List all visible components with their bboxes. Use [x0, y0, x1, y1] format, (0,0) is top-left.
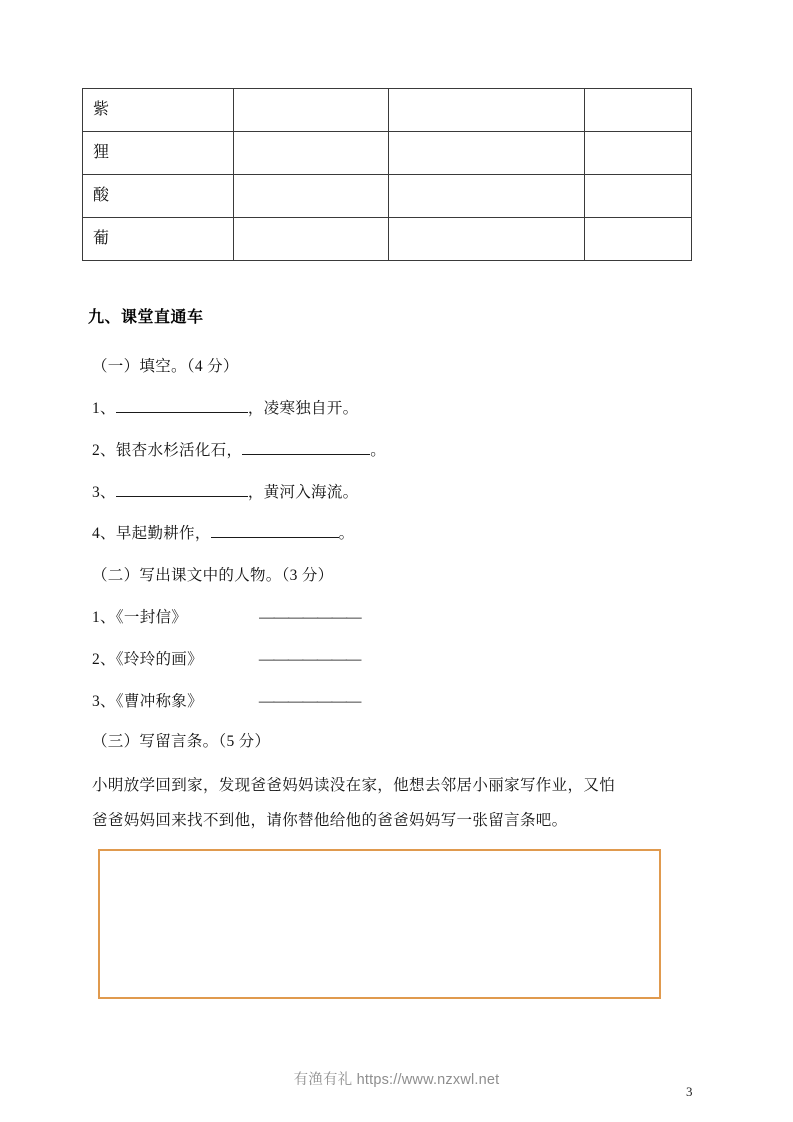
- part-one-item-2: [92, 438, 386, 460]
- section-heading-nine: 九、课堂直通车: [88, 309, 204, 326]
- item-number: 4、: [92, 525, 116, 542]
- item-text: 《曹冲称象》: [115, 693, 203, 710]
- part-one-item-4: [92, 521, 354, 543]
- table-cell-blank[interactable]: [585, 218, 692, 261]
- table-cell-blank[interactable]: [585, 132, 692, 175]
- fill-blank[interactable]: [116, 481, 248, 497]
- table-cell-blank[interactable]: [389, 89, 585, 132]
- item-text-end: 。: [370, 442, 387, 459]
- part-one-item-3: [92, 480, 358, 502]
- item-number: 2、: [92, 651, 116, 668]
- table-row: [83, 89, 692, 132]
- prompt-paragraph-line-2: 爸爸妈妈回来找不到他，请你替他给他的爸爸妈妈写一张留言条吧。: [92, 812, 568, 829]
- table-cell-character: 葡: [83, 218, 234, 261]
- part-two-title: （二）写出课文中的人物。（3 分）: [92, 567, 334, 584]
- table-cell-character: 狸: [83, 132, 234, 175]
- answer-dash-line[interactable]: ———————: [258, 651, 361, 668]
- item-number: 1、: [92, 609, 116, 626]
- answer-dash-line[interactable]: ———————: [258, 693, 361, 710]
- table-cell-blank[interactable]: [585, 175, 692, 218]
- table-row: [83, 175, 692, 218]
- footer-watermark: 有渔有礼 https://www.nzxwl.net: [293, 1072, 500, 1088]
- part-two-item-2: [92, 647, 360, 669]
- fill-blank[interactable]: [211, 522, 339, 538]
- table-cell-character: 酸: [83, 175, 234, 218]
- table-cell-blank[interactable]: [389, 218, 585, 261]
- table-cell-blank[interactable]: [389, 132, 585, 175]
- table-cell-blank[interactable]: [234, 175, 389, 218]
- part-two-item-3: [92, 689, 360, 711]
- table-cell-blank[interactable]: [585, 89, 692, 132]
- part-one-item-1: [92, 396, 358, 418]
- table-cell-blank[interactable]: [234, 218, 389, 261]
- part-three-title: （三）写留言条。（5 分）: [92, 733, 271, 750]
- item-text-end: 。: [338, 525, 355, 542]
- part-two-item-1: [92, 605, 361, 627]
- item-text: ，凌寒独自开。: [247, 400, 359, 417]
- table-cell-blank[interactable]: [234, 89, 389, 132]
- item-text: 《玲玲的画》: [115, 651, 203, 668]
- table-row: [83, 132, 692, 175]
- item-text: 早起勤耕作，: [115, 525, 211, 542]
- item-text: 银杏水杉活化石，: [115, 442, 243, 459]
- fill-blank[interactable]: [116, 397, 248, 413]
- item-text: 《一封信》: [115, 609, 188, 626]
- part-one-title: （一）填空。（4 分）: [92, 358, 239, 375]
- table-cell-character: 紫: [83, 89, 234, 132]
- page-number: 3: [686, 1084, 693, 1099]
- table-cell-blank[interactable]: [389, 175, 585, 218]
- character-practice-table: [82, 88, 692, 261]
- item-number: 3、: [92, 484, 116, 501]
- prompt-paragraph-line-1: 小明放学回到家，发现爸爸妈妈读没在家，他想去邻居小丽家写作业，又怕: [92, 777, 616, 794]
- table-row: [83, 218, 692, 261]
- item-number: 2、: [92, 442, 116, 459]
- item-number: 3、: [92, 693, 116, 710]
- answer-writing-box[interactable]: [98, 849, 661, 999]
- fill-blank[interactable]: [242, 439, 370, 455]
- table-cell-blank[interactable]: [234, 132, 389, 175]
- answer-dash-line[interactable]: ———————: [259, 609, 361, 626]
- item-number: 1、: [92, 400, 116, 417]
- item-text: ，黄河入海流。: [247, 484, 359, 501]
